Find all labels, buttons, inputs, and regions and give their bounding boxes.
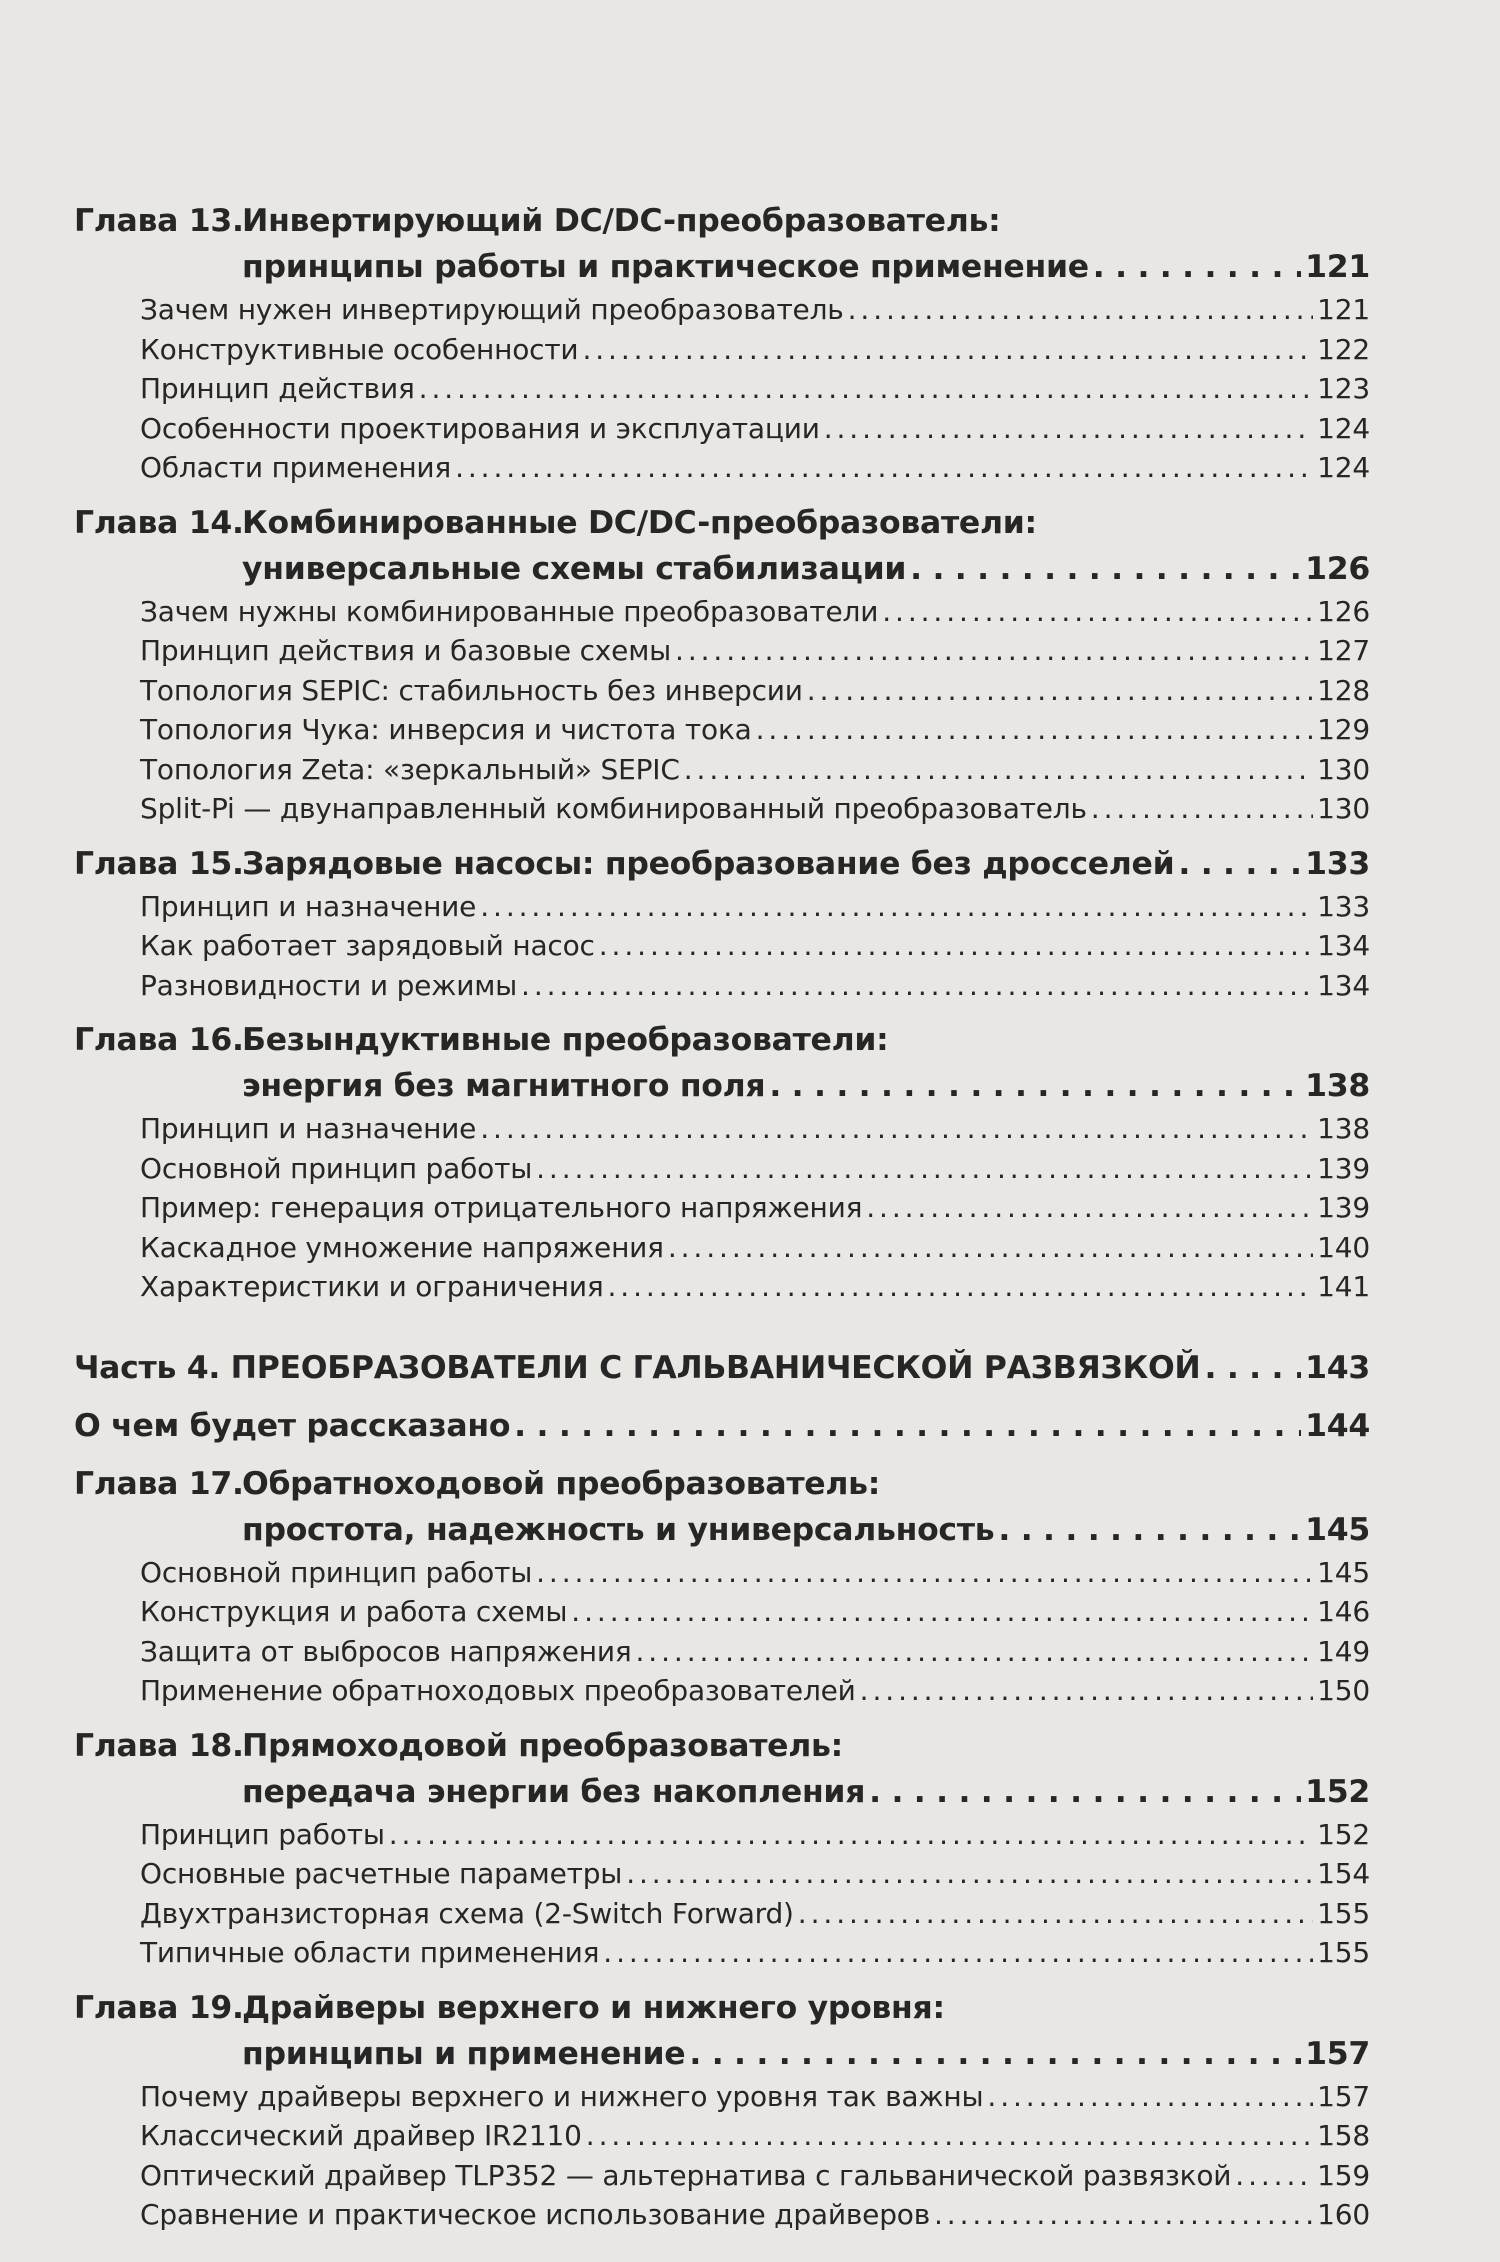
section-page-number: 133 (1317, 889, 1370, 923)
section-page-number: 141 (1317, 1270, 1370, 1303)
section-title: Конструктивные особенности (140, 332, 579, 366)
section-title: Сравнение и практическое использование драйверов (140, 2198, 930, 2231)
section-title: Классический драйвер IR2110 (140, 2119, 582, 2152)
chapter-entry (74, 841, 1370, 1006)
dot-leader (882, 592, 1313, 632)
dot-leader (869, 1769, 1301, 1815)
chapter-heading (74, 1017, 1370, 1109)
section-entry (140, 926, 1370, 966)
section-entry (140, 369, 1370, 409)
section-entry (140, 1671, 1370, 1711)
section-entry (140, 1109, 1370, 1149)
chapter-heading (74, 500, 1370, 592)
chapter-number: Глава 16. (74, 1022, 244, 1058)
dot-leader (1178, 841, 1301, 887)
chapter-page-number: 157 (1305, 2035, 1370, 2072)
section-page-number: 159 (1317, 2158, 1370, 2192)
section-title: Оптический драйвер TLP352 — альтернатива с гальванической развязкой (140, 2158, 1232, 2192)
section-entry (140, 1267, 1370, 1307)
section-entry (140, 671, 1370, 711)
chapter-heading (74, 1345, 1370, 1391)
section-entry (140, 631, 1370, 671)
section-entry (140, 1188, 1370, 1228)
dot-leader (824, 409, 1313, 449)
section-page-number: 130 (1317, 792, 1370, 825)
chapter-title (242, 500, 1370, 592)
section-title: Конструкция и работа схемы (140, 1595, 568, 1628)
chapter-page-number: 143 (1305, 1349, 1370, 1386)
section-list (74, 1109, 1370, 1307)
section-page-number: 122 (1317, 332, 1370, 366)
chapter-title (74, 1345, 1370, 1391)
dot-leader (480, 1109, 1313, 1149)
chapter-title (74, 1403, 1370, 1449)
chapter-page-number: 145 (1305, 1511, 1370, 1548)
section-page-number: 129 (1317, 713, 1370, 746)
section-entry (140, 290, 1370, 330)
section-entry (140, 2195, 1370, 2235)
chapter-title-text: Драйверы верхнего и нижнего уровня: (242, 1989, 945, 2026)
chapter-page-number: 121 (1305, 249, 1370, 285)
section-title: Применение обратноходовых преобразователей (140, 1674, 856, 1707)
chapter-title-line (242, 1723, 1370, 1769)
section-entry (140, 1228, 1370, 1268)
dot-leader (586, 2116, 1313, 2156)
dot-leader (480, 887, 1313, 927)
chapter-title (242, 1017, 1370, 1109)
chapter-title-text: Инвертирующий DC/DC-преобразователь: (242, 203, 1001, 239)
chapter-heading (74, 1403, 1370, 1449)
section-title: Зачем нужны комбинированные преобразователи (140, 594, 879, 628)
section-entry (140, 2156, 1370, 2196)
section-entry (140, 1933, 1370, 1973)
section-title: Принцип и назначение (140, 889, 477, 923)
section-title: Топология Zeta: «зеркальный» SEPIC (140, 752, 680, 786)
dot-leader (521, 966, 1313, 1006)
section-list (74, 2077, 1370, 2235)
section-page-number: 128 (1317, 673, 1370, 707)
section-page-number: 130 (1317, 752, 1370, 786)
chapter-entry (74, 1461, 1370, 1711)
chapter-title-text: принципы и применение (242, 2035, 686, 2072)
section-title: Области применения (140, 451, 452, 484)
section-title: Принцип и назначение (140, 1112, 477, 1145)
chapter-title-line (242, 1985, 1370, 2031)
dot-leader (998, 1507, 1301, 1553)
chapter-title-text: принципы работы и практическое применение (242, 249, 1089, 285)
section-page-number: 145 (1317, 1555, 1370, 1589)
section-title: Основные расчетные параметры (140, 1857, 623, 1890)
dot-leader (536, 1149, 1313, 1189)
section-page-number: 140 (1317, 1230, 1370, 1264)
section-page-number: 124 (1317, 411, 1370, 445)
section-title: Топология Чука: инверсия и чистота тока (140, 713, 752, 746)
section-entry (140, 448, 1370, 488)
chapter-page-number: 144 (1305, 1407, 1370, 1444)
chapter-title-text: Обратноходовой преобразователь: (242, 1465, 881, 1502)
dot-leader (807, 671, 1313, 711)
section-entry (140, 2077, 1370, 2117)
chapter-title-text: Безындуктивные преобразователи: (242, 1022, 889, 1058)
chapter-title-line (242, 500, 1370, 546)
section-page-number: 134 (1317, 929, 1370, 962)
chapter-title-line (242, 546, 1370, 592)
section-page-number: 155 (1317, 1896, 1370, 1930)
section-title: Двухтранзисторная схема (2-Switch Forward) (140, 1896, 794, 1930)
section-page-number: 158 (1317, 2119, 1370, 2152)
dot-leader (514, 1403, 1301, 1449)
dot-leader (1093, 244, 1301, 290)
section-entry (140, 1894, 1370, 1934)
section-page-number: 139 (1317, 1191, 1370, 1224)
section-title: Каскадное умножение напряжения (140, 1230, 664, 1264)
chapter-title-text: Комбинированные DC/DC-преобразователи: (242, 504, 1037, 541)
chapter-title-line (242, 1769, 1370, 1815)
chapter-page-number: 133 (1305, 845, 1370, 882)
section-entry (140, 1553, 1370, 1593)
chapter-title (242, 841, 1370, 887)
chapter-heading (74, 1985, 1370, 2077)
section-page-number: 126 (1317, 594, 1370, 628)
section-entry (140, 2116, 1370, 2156)
dot-leader (860, 1671, 1313, 1711)
section-title: Основной принцип работы (140, 1151, 533, 1185)
section-title: Разновидности и режимы (140, 968, 518, 1002)
dot-leader (769, 1063, 1301, 1109)
dot-leader (1235, 2156, 1313, 2196)
section-entry (140, 409, 1370, 449)
dot-leader (848, 290, 1314, 330)
section-page-number: 127 (1317, 634, 1370, 667)
section-list (74, 592, 1370, 829)
chapter-entry (74, 1985, 1370, 2235)
chapter-heading (74, 841, 1370, 887)
dot-leader (536, 1553, 1313, 1593)
dot-leader (684, 750, 1313, 790)
section-title: Топология SEPIC: стабильность без инверсии (140, 673, 803, 707)
section-page-number: 150 (1317, 1674, 1370, 1707)
chapter-number: Глава 19. (74, 1989, 244, 2026)
section-title: Особенности проектирования и эксплуатации (140, 411, 820, 445)
chapter-title-text: Зарядовые насосы: преобразование без дросселей (242, 845, 1175, 882)
chapter-number: Глава 13. (74, 203, 244, 239)
chapter-number: Глава 15. (74, 845, 244, 882)
chapter-title-line (74, 1345, 1370, 1391)
dot-leader (1091, 789, 1313, 829)
chapter-entry (74, 500, 1370, 829)
chapter-entry (74, 1345, 1370, 1391)
dot-leader (934, 2195, 1313, 2235)
chapter-entry (74, 1017, 1370, 1307)
section-title: Пример: генерация отрицательного напряжения (140, 1191, 863, 1224)
dot-leader (599, 926, 1313, 966)
chapter-title-line (242, 1063, 1370, 1109)
chapter-heading (74, 1461, 1370, 1553)
chapter-heading (74, 1723, 1370, 1815)
section-title: Защита от выбросов напряжения (140, 1634, 632, 1668)
section-title: Принцип работы (140, 1817, 385, 1851)
chapter-title-line (242, 198, 1370, 244)
section-list (74, 887, 1370, 1006)
section-title: Как работает зарядовый насос (140, 929, 595, 962)
chapter-page-number: 126 (1305, 550, 1370, 587)
section-title: Split-Pi — двунаправленный комбинированный преобразователь (140, 792, 1087, 825)
section-entry (140, 592, 1370, 632)
dot-leader (798, 1894, 1313, 1934)
dot-leader (675, 631, 1313, 671)
section-entry (140, 789, 1370, 829)
section-page-number: 155 (1317, 1936, 1370, 1969)
section-page-number: 160 (1317, 2198, 1370, 2231)
dot-leader (419, 369, 1314, 409)
section-entry (140, 710, 1370, 750)
section-page-number: 139 (1317, 1151, 1370, 1185)
section-entry (140, 330, 1370, 370)
chapter-title (242, 198, 1370, 290)
dot-leader (668, 1228, 1313, 1268)
section-page-number: 154 (1317, 1857, 1370, 1890)
chapter-title-text: простота, надежность и универсальность (242, 1511, 995, 1548)
chapter-title-text: универсальные схемы стабилизации (242, 550, 907, 587)
chapter-title-text: Прямоходовой преобразователь: (242, 1727, 843, 1764)
chapter-entry (74, 198, 1370, 488)
section-list (74, 290, 1370, 488)
table-of-contents (74, 198, 1370, 2247)
chapter-entry (74, 1723, 1370, 1973)
dot-leader (987, 2077, 1313, 2117)
section-page-number: 123 (1317, 372, 1370, 405)
chapter-title-text: энергия без магнитного поля (242, 1068, 766, 1104)
section-page-number: 146 (1317, 1595, 1370, 1628)
section-title: Почему драйверы верхнего и нижнего уровня так важны (140, 2079, 984, 2113)
section-entry (140, 887, 1370, 927)
dot-leader (571, 1592, 1313, 1632)
chapter-title (242, 1723, 1370, 1815)
chapter-heading (74, 198, 1370, 290)
dot-leader (582, 330, 1313, 370)
chapter-title-text: О чем будет рассказано (74, 1407, 511, 1444)
section-page-number: 124 (1317, 451, 1370, 484)
section-entry (140, 1815, 1370, 1855)
chapter-number: Глава 17. (74, 1465, 244, 1502)
chapter-title-text: передача энергии без накопления (242, 1773, 866, 1810)
chapter-title-line (74, 1403, 1370, 1449)
dot-leader (608, 1267, 1314, 1307)
dot-leader (389, 1815, 1313, 1855)
dot-leader (455, 448, 1313, 488)
section-entry (140, 1149, 1370, 1189)
chapter-title (242, 1985, 1370, 2077)
dot-leader (1204, 1345, 1301, 1391)
dot-leader (603, 1933, 1313, 1973)
chapter-title-line (242, 1017, 1370, 1063)
section-entry (140, 966, 1370, 1006)
chapter-title-line (242, 244, 1370, 290)
section-entry (140, 1854, 1370, 1894)
section-list (74, 1553, 1370, 1711)
chapter-page-number: 138 (1305, 1068, 1370, 1104)
section-title: Характеристики и ограничения (140, 1270, 604, 1303)
section-title: Принцип действия (140, 372, 415, 405)
section-page-number: 149 (1317, 1634, 1370, 1668)
chapter-title (242, 1461, 1370, 1553)
dot-leader (756, 710, 1314, 750)
section-page-number: 152 (1317, 1817, 1370, 1851)
section-title: Основной принцип работы (140, 1555, 533, 1589)
chapter-number: Глава 14. (74, 504, 244, 541)
chapter-title-text: Часть 4. ПРЕОБРАЗОВАТЕЛИ С ГАЛЬВАНИЧЕСКОЙ РАЗВЯЗКОЙ (74, 1349, 1201, 1386)
section-title: Принцип действия и базовые схемы (140, 634, 672, 667)
dot-leader (866, 1188, 1313, 1228)
chapter-page-number: 152 (1305, 1773, 1370, 1810)
section-entry (140, 750, 1370, 790)
chapter-number: Глава 18. (74, 1727, 244, 1764)
dot-leader (626, 1854, 1313, 1894)
section-page-number: 157 (1317, 2079, 1370, 2113)
section-page-number: 134 (1317, 968, 1370, 1002)
chapter-title-line (242, 1507, 1370, 1553)
section-page-number: 121 (1317, 293, 1370, 326)
dot-leader (636, 1632, 1314, 1672)
section-entry (140, 1592, 1370, 1632)
section-title: Типичные области применения (140, 1936, 600, 1969)
section-list (74, 1815, 1370, 1973)
chapter-entry (74, 1403, 1370, 1449)
section-entry (140, 1632, 1370, 1672)
chapter-title-line (242, 2031, 1370, 2077)
section-title: Зачем нужен инвертирующий преобразователь (140, 293, 844, 326)
section-page-number: 138 (1317, 1112, 1370, 1145)
chapter-title-line (242, 841, 1370, 887)
dot-leader (910, 546, 1301, 592)
dot-leader (689, 2031, 1301, 2077)
chapter-title-line (242, 1461, 1370, 1507)
